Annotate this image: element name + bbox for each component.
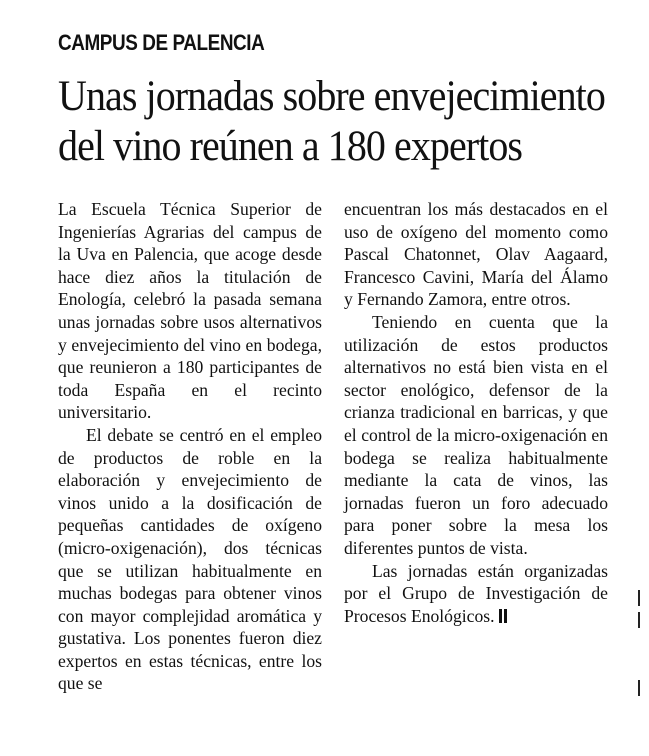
headline-line-2: del vino reúnen a 180 expertos — [58, 123, 523, 170]
headline — [58, 72, 605, 172]
headline-line-1: Unas jornadas sobre envejecimiento — [58, 73, 605, 120]
paragraph-3: Teniendo en cuenta que la utilización de estos productos alternativos no está bien vista en el sector enológico, defensor de la crianza tradicional en barricas, y que el control de la micro-oxigenación en bodega se realiza habitualmente mediante la cata de vinos, las jornadas fueron un foro adecuado para poner sobre la mesa los diferentes puntos de vista. — [344, 311, 608, 558]
adjacent-column-fragment — [638, 612, 640, 628]
paragraph-1: La Escuela Técnica Superior de Ingenierías Agrarias del campus de la Uva en Palencia, que acoge desde hace diez años la titulación de Enología, celebró la pasada semana unas jornadas sobre usos alternativos y envejecimiento del vino en bodega, que reunieron a 180 participantes de toda España en el recinto universitario. — [58, 199, 322, 423]
adjacent-column-fragment — [638, 590, 640, 606]
paragraph-2-start: El debate se centró en el empleo de productos de roble en la elaboración y envejecimiento de vinos unido a la dosificación de pequeñas cantidades de oxígeno (micro-oxigenación), dos técnicas que se utilizan habitualmente en muchas bodegas para obtener vinos con mayor complejidad aromática y gustativa. Los ponentes fueron diez expertos en estas técnicas, entre los que se — [58, 424, 322, 694]
article-column-left — [58, 198, 322, 695]
adjacent-column-fragment — [638, 680, 640, 696]
paragraph-2-end: encuentran los más destacados en el uso de oxígeno del momento como Pascal Chatonnet, Olav Aagaard, Francesco Cavini, María del Álamo y Fernando Zamora, entre otros. — [344, 199, 608, 310]
end-of-article-mark — [499, 609, 507, 623]
article-column-right — [344, 198, 608, 627]
section-label: CAMPUS DE PALENCIA — [58, 30, 265, 55]
paragraph-4-text: Las jornadas están organizadas por el Grupo de Investigación de Procesos Enológicos. — [344, 560, 608, 626]
paragraph-4 — [344, 560, 608, 628]
